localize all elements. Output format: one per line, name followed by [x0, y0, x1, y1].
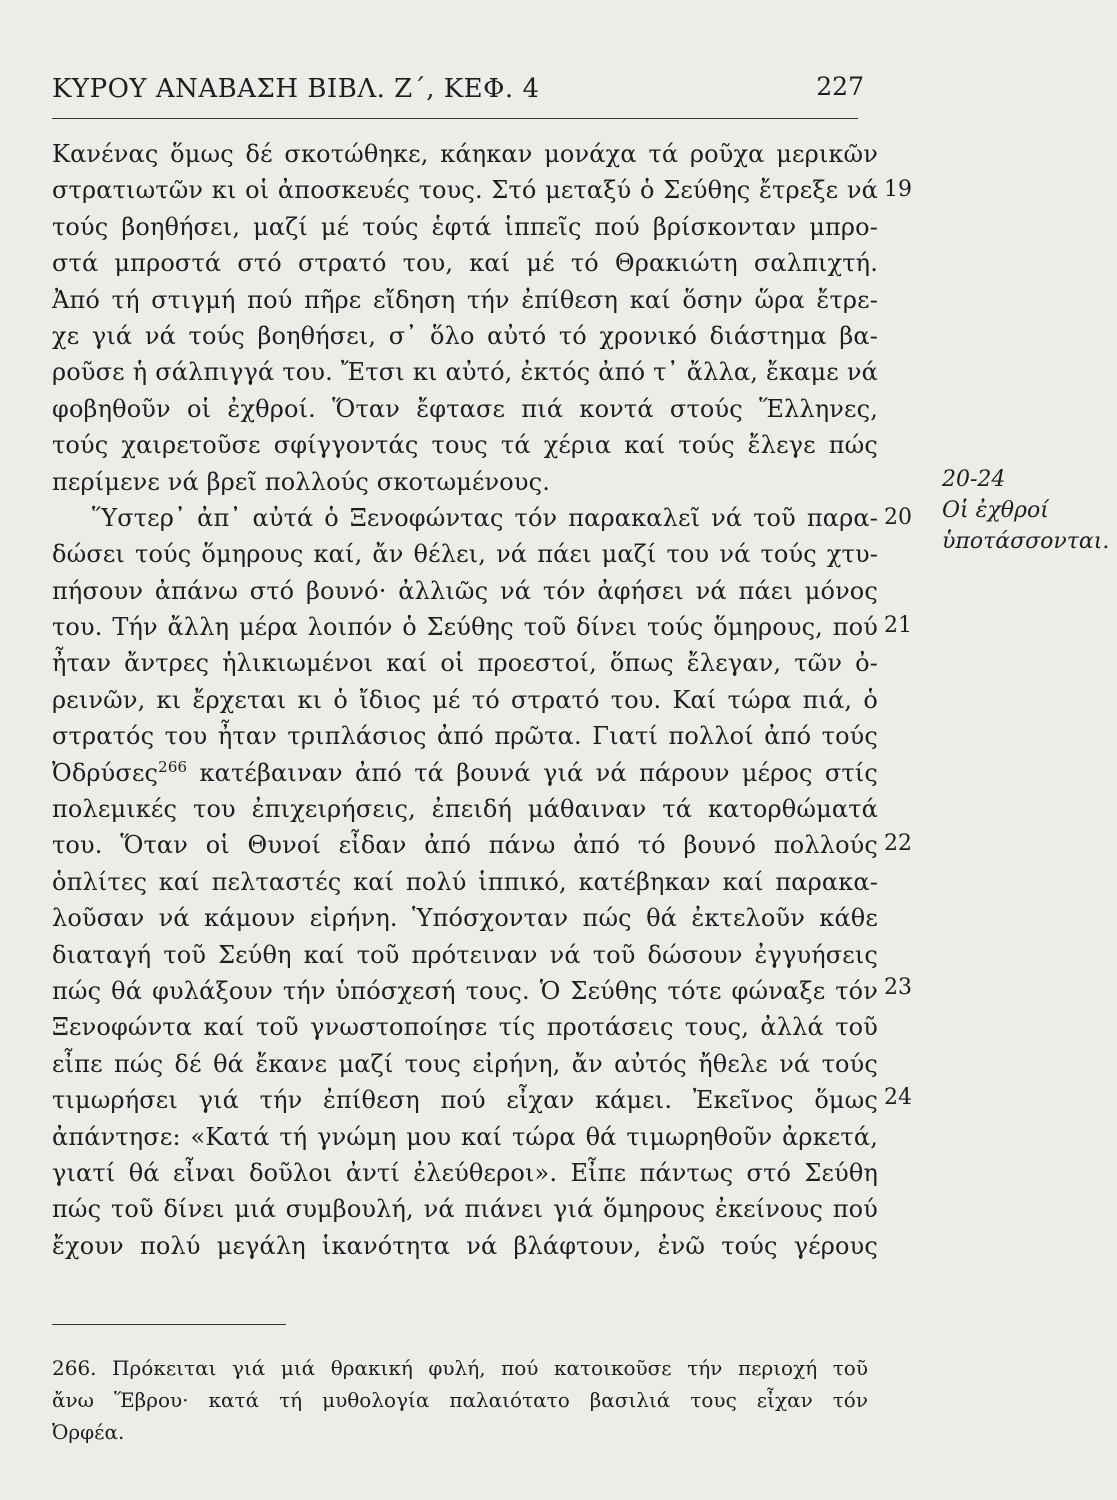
text-line: δώσει τούς ὅμηρους καί, ἄν θέλει, νά πάει μαζί του νά τούς χτυ- — [52, 540, 878, 569]
running-header — [52, 74, 872, 114]
margin-line: ὑποτάσσονται. — [942, 529, 1110, 554]
footnote-reference[interactable]: 266 — [158, 757, 188, 776]
text-line: Ἀπό τή στιγμή πού πῆρε εἴδηση τήν ἐπίθεση καί ὅσην ὥρα ἔτρε- — [52, 285, 878, 314]
text-line: πώς θά φυλάξουν τήν ὑπόσχεσή τους. Ὁ Σεύθης τότε φώναξε τόν — [52, 976, 878, 1005]
text-line: ρεινῶν, κι ἔρχεται κι ὁ ἴδιος μέ τό στρατό του. Καί τώρα πιά, ὁ — [52, 685, 878, 714]
footnote-line: Ὀρφέα. — [52, 1420, 125, 1444]
text-line: ἔχουν πολύ μεγάλη ἱκανότητα νά βλάφτουν, ἐνῶ τούς γέρους — [52, 1231, 878, 1260]
verse-number: 24 — [884, 1085, 912, 1110]
odrysians-word: Ὀδρύσες — [52, 758, 159, 787]
text-line: του. Ὅταν οἱ Θυνοί εἶδαν ἀπό πάνω ἀπό τό βουνό πολλούς — [52, 831, 878, 860]
text-line: πήσουν ἀπάνω στό βουνό· ἀλλιῶς νά τόν ἀφήσει νά πάει μόνος — [52, 576, 878, 605]
text-line: στρατιωτῶν κι οἱ ἀποσκευές τους. Στό μεταξύ ὁ Σεύθης ἔτρεξε νά — [52, 176, 878, 205]
margin-summary — [942, 464, 1112, 557]
text-line: ὁπλίτες καί πελταστές καί πολύ ἱππικό, κατέβηκαν καί παρακα- — [52, 867, 878, 896]
text-line: χε γιά νά τούς βοηθήσει, σ᾽ ὅλο αὐτό τό χρονικό διάστημα βα- — [52, 321, 878, 350]
verse-number: 19 — [884, 177, 912, 202]
text-line: περίμενε νά βρεῖ πολλούς σκοτωμένους. — [52, 467, 551, 496]
footnote-line: 266. Πρόκειται γιά μιά θρακική φυλή, πού κατοικοῦσε τήν περιοχή τοῦ — [52, 1356, 868, 1380]
verse-number: 21 — [884, 613, 912, 638]
footnote — [52, 1352, 868, 1448]
text-line: Ὕστερ᾽ ἀπ᾽ αὐτά ὁ Ξενοφώντας τόν παρακαλεῖ νά τοῦ παρα- — [92, 503, 878, 532]
footnote-rule — [52, 1324, 286, 1325]
running-title: ΚΥΡΟΥ ΑΝΑΒΑΣΗ ΒΙΒΛ. Ζ΄, ΚΕΦ. 4 — [52, 74, 540, 104]
footnote-line: ἄνω Ἕβρου· κατά τή μυθολογία παλαιότατο βασιλιά τους εἶχαν τόν — [52, 1388, 868, 1412]
text-line: τούς χαιρετοῦσε σφίγγοντάς τους τά χέρια καί τούς ἔλεγε πώς — [52, 431, 878, 460]
text-line: Κανένας ὅμως δέ σκοτώθηκε, κάηκαν μονάχα τά ροῦχα μερικῶν — [52, 140, 878, 168]
text-line: φοβηθοῦν οἱ ἐχθροί. Ὅταν ἔφτασε πιά κοντά στούς Ἕλληνες, — [52, 394, 878, 423]
text-line: εἶπε πώς δέ θά ἔκανε μαζί τους εἰρήνη, ἄν αὐτός ἤθελε νά τούς — [52, 1049, 878, 1078]
main-text — [52, 136, 878, 1264]
text-line: Ξενοφώντα καί τοῦ γνωστοποίησε τίς προτάσεις τους, ἀλλά τοῦ — [52, 1013, 878, 1042]
text-line: του. Τήν ἄλλη μέρα λοιπόν ὁ Σεύθης τοῦ δίνει τούς ὅμηρους, πού — [52, 613, 878, 642]
text-line: διαταγή τοῦ Σεύθη καί τοῦ πρότειναν νά τοῦ δώσουν ἐγγυήσεις — [52, 940, 878, 969]
page-number: 227 — [816, 72, 864, 101]
text-line: γιατί θά εἶναι δοῦλοι ἀντί ἐλεύθεροι». Εἶπε πάντως στό Σεύθη — [52, 1158, 878, 1187]
verse-number: 22 — [884, 831, 912, 856]
text-line: τούς βοηθήσει, μαζί μέ τούς ἑφτά ἱππεῖς πού βρίσκονταν μπρο- — [52, 212, 878, 241]
text-line-rest: κατέβαιναν ἀπό τά βουνά γιά νά πάρουν μέρος στίς — [199, 758, 878, 787]
text-line: ροῦσε ἡ σάλπιγγά του. Ἔτσι κι αὐτό, ἐκτός ἀπό τ᾽ ἄλλα, ἔκαμε νά — [52, 358, 878, 387]
text-line: ἦταν ἄντρες ἡλικιωμένοι καί οἱ προεστοί, ὅπως ἔλεγαν, τῶν ὀ- — [52, 649, 878, 678]
text-line: στρατός του ἦταν τριπλάσιος ἀπό πρῶτα. Γιατί πολλοί ἀπό τούς — [52, 722, 878, 751]
text-line: τιμωρήσει γιά τήν ἐπίθεση πού εἶχαν κάμει. Ἐκεῖνος ὅμως — [52, 1086, 878, 1115]
text-line: ἀπάντησε: «Κατά τή γνώμη μου καί τώρα θά τιμωρηθοῦν ἀρκετά, — [52, 1122, 878, 1151]
header-rule — [52, 118, 858, 119]
text-line: στά μπροστά στό στρατό του, καί μέ τό Θρακιώτη σαλπιχτή. — [52, 249, 878, 278]
margin-line: Οἱ ἐχθροί — [942, 498, 1049, 523]
text-line: λοῦσαν νά κάμουν εἰρήνη. Ὑπόσχονταν πώς θά ἐκτελοῦν κάθε — [52, 904, 878, 933]
margin-range: 20-24 — [942, 467, 1006, 492]
text-line-with-footnote-ref — [52, 755, 878, 791]
verse-number: 20 — [884, 505, 912, 530]
text-line: πολεμικές του ἐπιχειρήσεις, ἐπειδή μάθαιναν τά κατορθώματά — [52, 795, 878, 824]
text-line: πώς τοῦ δίνει μιά συμβουλή, νά πιάνει γιά ὅμηρους ἐκείνους πού — [52, 1195, 878, 1224]
verse-number: 23 — [884, 975, 912, 1000]
